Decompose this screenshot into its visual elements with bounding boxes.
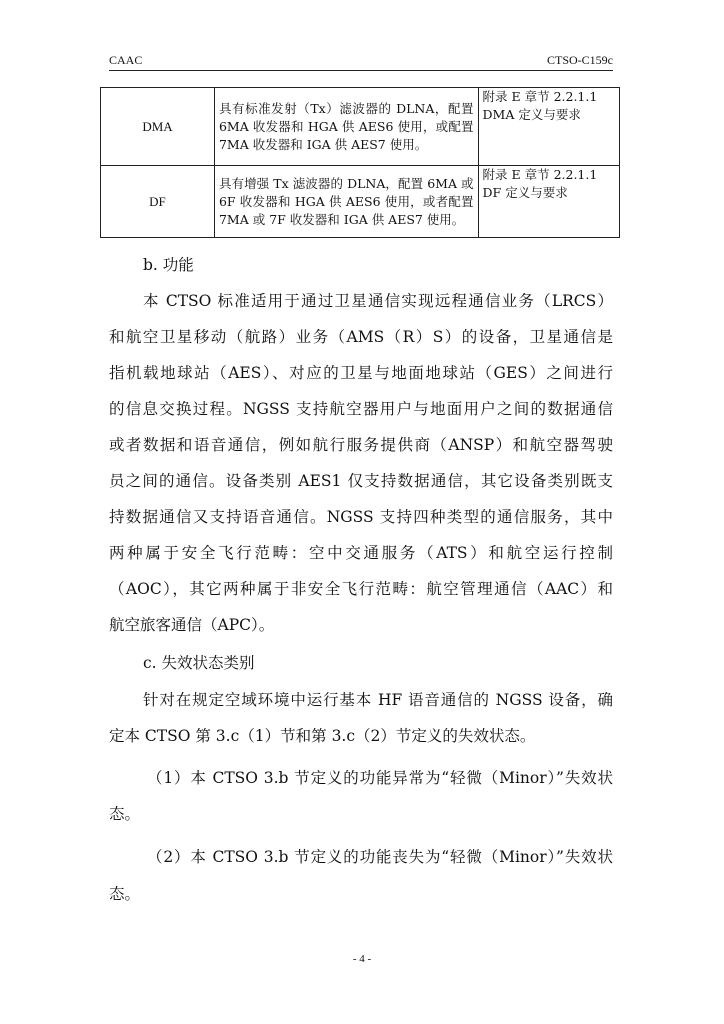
paragraph-line: 持数据通信又支持语音通信。NGSS 支持四种类型的通信服务，其中	[109, 508, 613, 526]
paragraph-line: 和航空卫星移动（航路）业务（AMS（R）S）的设备，卫星通信是	[109, 328, 613, 346]
page-header	[109, 50, 613, 71]
header-right-doc-id: CTSO-C159c	[547, 53, 613, 67]
description-cell: 具有增强 Tx 滤波器的 DLNA，配置 6MA 或 6F 收发器和 HGA 供 AES6 使用，或者配置 7MA 或 7F 收发器和 IGA 供 AES7 使用。	[214, 166, 478, 238]
paragraph-line: 员之间的通信。设备类别 AES1 仅支持数据通信，其它设备类别既支	[109, 472, 613, 490]
reference-cell: 附录 E 章节 2.2.1.1 DMA 定义与要求	[478, 88, 619, 166]
paragraph-line: 定本 CTSO 第 3.c（1）节和第 3.c（2）节定义的失效状态。	[109, 727, 536, 745]
section-b-heading: b. 功能	[143, 256, 194, 274]
page-number: - 4 -	[352, 953, 372, 965]
paragraph-line: 本 CTSO 标准适用于通过卫星通信实现远程通信业务（LRCS）	[143, 292, 613, 310]
item-1-line: （1）本 CTSO 3.b 节定义的功能异常为“轻微（Minor）”失效状	[147, 769, 613, 787]
paragraph-line: 的信息交换过程。NGSS 支持航空器用户与地面用户之间的数据通信	[109, 400, 613, 418]
item-2-line: （2）本 CTSO 3.b 节定义的功能丧失为“轻微（Minor）”失效状	[147, 848, 613, 866]
item-2-line: 态。	[109, 885, 141, 903]
paragraph-line: 航空旅客通信（APC）。	[109, 616, 275, 634]
table-row	[101, 88, 620, 166]
section-c-heading: c. 失效状态类别	[143, 654, 255, 672]
table-row	[101, 166, 620, 238]
class-cell: DMA	[101, 88, 215, 166]
reference-cell: 附录 E 章节 2.2.1.1 DF 定义与要求	[478, 166, 619, 238]
header-left-caac: CAAC	[109, 53, 143, 67]
paragraph-line: （AOC），其它两种属于非安全飞行范畴：航空管理通信（AAC）和	[109, 580, 613, 598]
item-1-line: 态。	[109, 805, 141, 823]
paragraph-line: 两种属于安全飞行范畴：空中交通服务（ATS）和航空运行控制	[109, 544, 613, 562]
paragraph-line: 针对在规定空域环境中运行基本 HF 语音通信的 NGSS 设备，确	[143, 691, 613, 709]
equipment-class-table	[100, 87, 620, 238]
paragraph-line: 或者数据和语音通信，例如航行服务提供商（ANSP）和航空器驾驶	[109, 436, 613, 454]
description-cell: 具有标准发射（Tx）滤波器的 DLNA，配置 6MA 收发器和 HGA 供 AES6 使用，或配置 7MA 收发器和 IGA 供 AES7 使用。	[214, 88, 478, 166]
paragraph-line: 指机载地球站（AES）、对应的卫星与地面地球站（GES）之间进行	[109, 364, 613, 382]
class-cell: DF	[101, 166, 215, 238]
